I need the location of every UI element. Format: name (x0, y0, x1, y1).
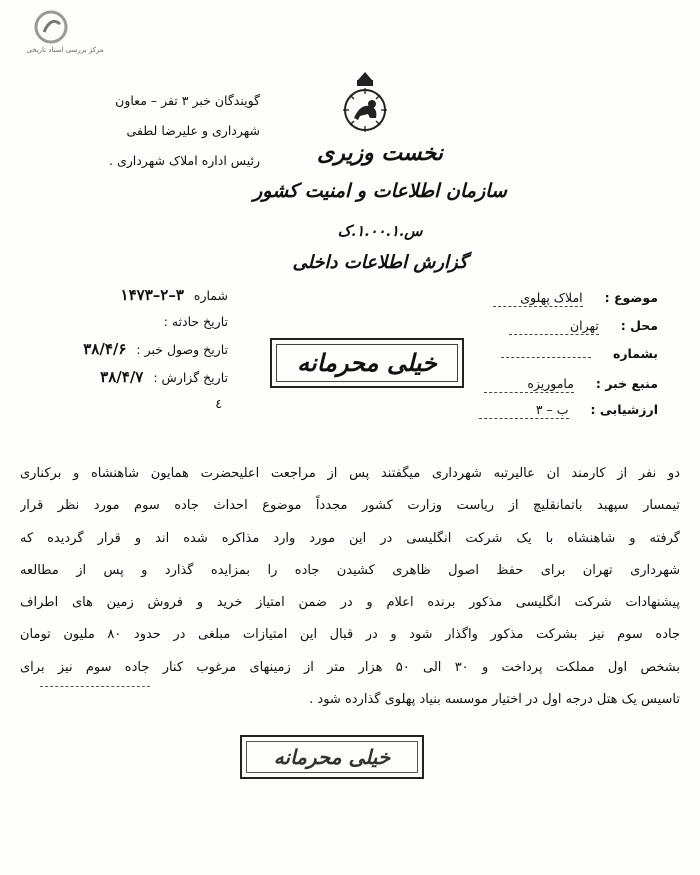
doc-number-value: ۳–۲–۱۴۷۳ (120, 286, 184, 304)
org-title-savak: سازمان اطلاعات و امنیت کشور (253, 180, 507, 202)
evaluation-value: ب – ۳ (479, 402, 569, 419)
body-line: تیمسار سپهبد باتمانقلیچ از ریاست وزارت کشور مجدداً موضوع احداث جاده سوم مورد نظر قرار (20, 498, 680, 514)
meta-page-row (28, 396, 228, 411)
report-date-label: تاریخ گزارش : (153, 370, 228, 385)
meta-number-row (501, 346, 658, 361)
closing-dash-line (40, 686, 150, 687)
receipt-date-label: تاریخ وصول خبر : (136, 342, 228, 357)
org-code: س.۱.۰۰.۱.ک (337, 222, 423, 240)
lion-and-sun-emblem-icon (330, 70, 400, 140)
place-label: محل : (620, 318, 658, 333)
body-line: پیشنهادات شرکت انگلیسی مذکور برنده اعلام و در ضمن امتیاز خرید و فروش زمین های اطراف (20, 595, 680, 611)
doc-number-label: شماره (193, 288, 228, 303)
org-title-primeministry: نخست وزیری (317, 140, 443, 166)
body-line: گرفته و شاهنشاه با یک شرکت انگلیسی در این مورد وارد مذاکره شده اند و قرار گردیده که (20, 530, 680, 546)
meta-report-date-row (28, 368, 228, 386)
subject-value: املاک پهلوی (493, 290, 583, 307)
report-title: گزارش اطلاعات داخلی (292, 252, 468, 273)
source-value: ماموریزه (484, 376, 574, 393)
incident-date-label: تاریخ حادثه : (163, 314, 228, 329)
meta-evaluation-row (479, 402, 658, 419)
informant-line: گویندگان خبر ۳ تفر – معاون (115, 93, 260, 108)
meta-place-row (509, 318, 658, 335)
page-value: ٤ (215, 396, 222, 411)
classification-stamp-bottom: خیلی محرمانه (240, 735, 424, 779)
body-line: تاسیس یک هتل درجه اول در اختیار موسسه بنیاد پهلوی گذارده شود . (309, 692, 680, 708)
meta-subject-row (493, 290, 658, 307)
body-line: شهرداری تهران برای حفظ اصول ظاهری کشیدن جاده را بمزایده گذارد و پس از مطالعه (20, 562, 680, 578)
watermark-text: مرکز بررسی اسناد تاریخی (26, 46, 104, 54)
informant-line: رئیس اداره املاک شهرداری . (109, 153, 260, 168)
evaluation-label: ارزشیابی : (590, 402, 658, 417)
meta-doc-number-row (28, 286, 228, 304)
report-date-value: ۳۸/۴/۷ (100, 368, 144, 386)
meta-source-row (484, 376, 658, 393)
body-line: بشخص اول مملکت پرداخت و ۳۰ الی ۵۰ هزار متر از زمینهای مرغوب کنار جاده سوم نیز برای (20, 659, 680, 675)
informants-block (30, 86, 260, 176)
body-line: جاده سوم نیز بشرکت مذکور واگذار شود و در قبال این امتیازات مبلغی در حدود ۸۰ ملیون تومان (20, 627, 680, 643)
classification-stamp-top: خیلی محرمانه (270, 338, 464, 388)
watermark-logo (10, 10, 120, 58)
body-line: دو نفر از کارمند ان عالیرتبه شهرداری میگفتند پس از مراجعت اعلیحضرت همایون شاهنشاه و برکناری (20, 466, 680, 481)
source-label: منبع خبر : (595, 376, 658, 391)
informant-line: شهرداری و علیرضا لطفی (126, 123, 260, 138)
number-label: بشماره (612, 346, 658, 361)
meta-receipt-date-row (28, 340, 228, 358)
subject-label: موضوع : (604, 290, 658, 305)
report-body (20, 458, 680, 716)
meta-incident-date-row (28, 314, 228, 329)
place-value: تهران (509, 318, 599, 335)
archive-logo-icon (34, 10, 68, 44)
number-value (501, 356, 591, 358)
receipt-date-value: ۳۸/۴/۶ (83, 340, 127, 358)
